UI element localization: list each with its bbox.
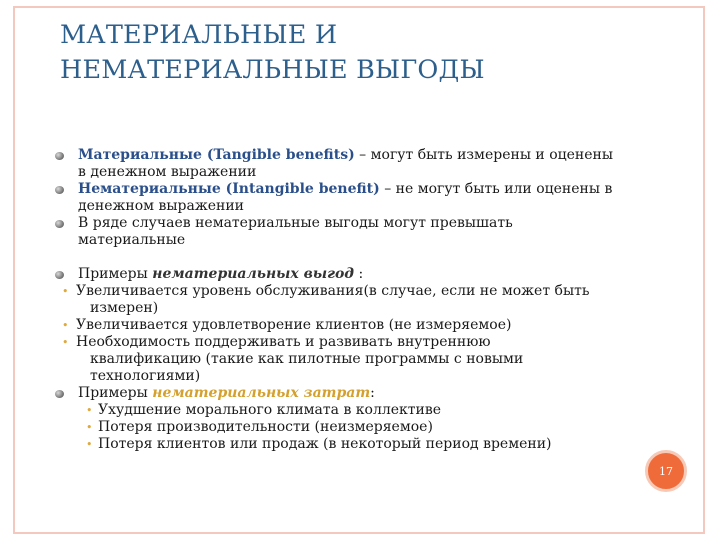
sub-item-productivity-text: Потеря производительности (неизмеряемое): [98, 419, 433, 435]
term-tangible: Материальные (Tangible benefits): [78, 147, 355, 163]
title-line-1: МАТЕРИАЛЬНЫЕ И: [60, 20, 338, 50]
sub-item-clients: [52, 436, 712, 453]
intangible-text-cont: денежном выражении: [78, 198, 244, 214]
examples-costs-suffix: :: [370, 385, 375, 401]
sub-item-service-text: Увеличивается уровень обслуживания(в случае, если не может быть: [76, 283, 590, 299]
examples-benefits-prefix: Примеры: [78, 266, 153, 282]
sub-bullet-icon: •: [62, 319, 69, 332]
sub-item-service: [52, 283, 712, 317]
tangible-text-cont: в денежном выражении: [78, 164, 257, 180]
intangible-text: – не могут быть или оценены в: [379, 181, 613, 197]
page-number: 17: [659, 464, 673, 478]
examples-benefits-highlight: нематериальных выгод: [152, 266, 355, 282]
sub-bullet-icon: •: [62, 285, 69, 298]
bullet-dot-icon: [55, 186, 64, 194]
exceed-text: В ряде случаев нематериальные выгоды могут превышать: [78, 215, 513, 231]
page-number-badge: [645, 450, 687, 492]
bullet-tangible: [52, 147, 712, 181]
bullet-dot-icon: [55, 390, 64, 398]
bullet-dot-icon: [55, 220, 64, 228]
sub-item-morale-text: Ухудшение морального климата в коллективе: [98, 402, 442, 418]
sub-bullet-icon: •: [86, 438, 93, 451]
bullet-examples-costs: [52, 385, 712, 402]
sub-item-satisfaction-text: Увеличивается удовлетворение клиентов (не измеряемое): [76, 317, 512, 333]
sub-item-morale: [52, 402, 712, 419]
bullet-intangible: [52, 181, 712, 215]
sub-bullet-icon: •: [62, 336, 69, 349]
sub-item-qualification-text: Необходимость поддерживать и развивать внутреннюю: [76, 334, 491, 350]
bullet-dot-icon: [55, 152, 64, 160]
sub-bullet-icon: •: [86, 404, 93, 417]
bullet-dot-icon: [55, 271, 64, 279]
sub-item-qualification-cont1: квалификацию (такие как пилотные программы с новыми: [90, 351, 524, 367]
term-intangible: Нематериальные (Intangible benefit): [78, 181, 380, 197]
examples-costs-prefix: Примеры: [78, 385, 153, 401]
sub-item-productivity: [52, 419, 712, 436]
sub-item-clients-text: Потеря клиентов или продаж (в некоторый период времени): [98, 436, 552, 452]
sub-bullet-icon: •: [86, 421, 93, 434]
bullet-exceed: [52, 215, 712, 249]
sub-item-qualification-cont2: технологиями): [90, 368, 201, 384]
title-line-2: НЕМАТЕРИАЛЬНЫЕ ВЫГОДЫ: [60, 55, 485, 85]
bullet-examples-benefits: [52, 266, 712, 283]
sub-item-service-cont: измерен): [90, 300, 159, 316]
tangible-text: – могут быть измерены и оценены: [354, 147, 613, 163]
sub-item-satisfaction: [52, 317, 712, 334]
examples-costs-highlight: нематериальных затрат: [152, 385, 371, 401]
slide-title: [60, 18, 680, 88]
sub-item-qualification: [52, 334, 712, 385]
examples-benefits-suffix: :: [354, 266, 364, 282]
exceed-text-cont: материальные: [78, 232, 186, 248]
slide-content: [52, 147, 712, 453]
